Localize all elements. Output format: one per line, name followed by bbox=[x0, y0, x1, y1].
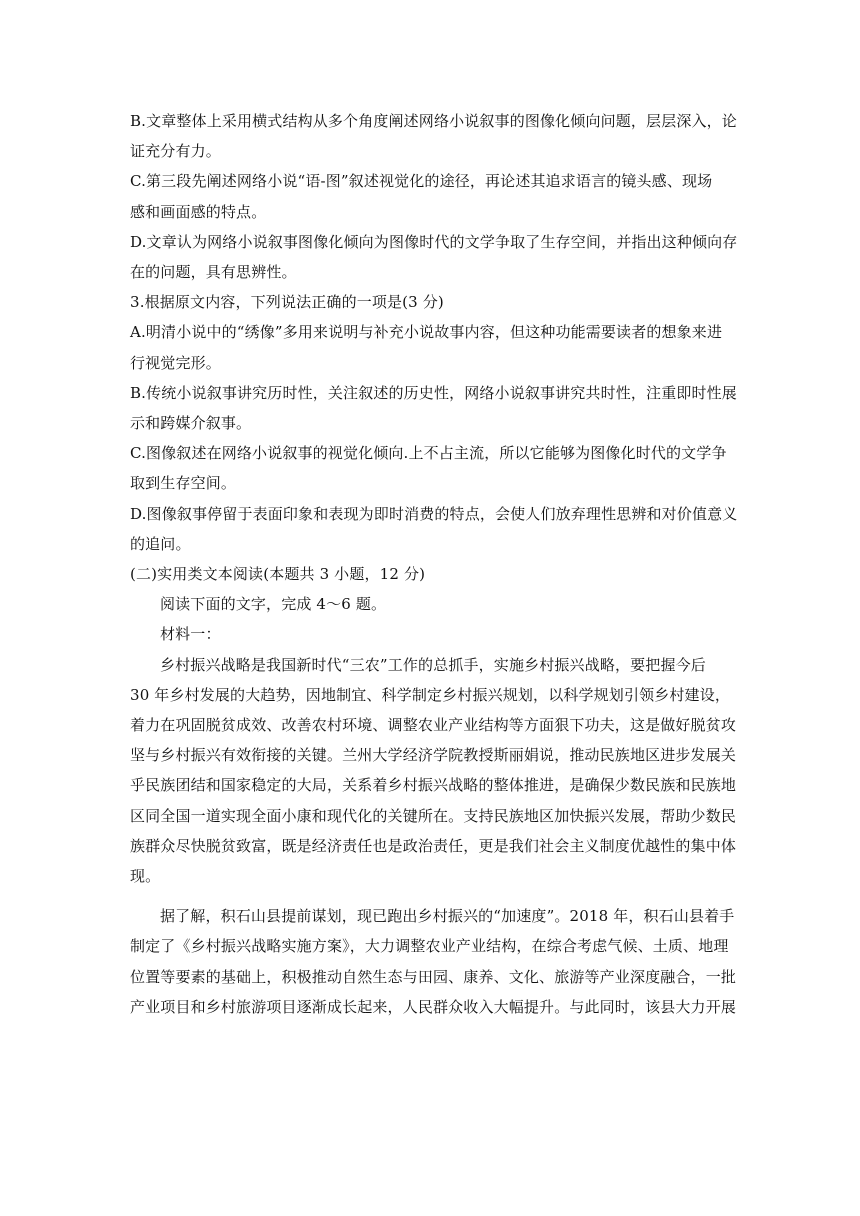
text-line: 在的问题，具有思辨性。 bbox=[130, 263, 297, 282]
text-line: B.传统小说叙事讲究历时性，关注叙述的历史性，网络小说叙事讲究共时性，注重即时性展 bbox=[130, 383, 737, 402]
q3-option-a bbox=[130, 317, 730, 377]
text-line: 的追问。 bbox=[130, 534, 191, 553]
text-line: 着力在巩固脱贫成效、改善农村环境、调整农业产业结构等方面狠下功夫，这是做好脱贫攻 bbox=[130, 716, 737, 735]
text-line: 感和画面感的特点。 bbox=[130, 202, 267, 221]
q3-option-b bbox=[130, 378, 737, 438]
text-line: 制定了《乡村振兴战略实施方案》，大力调整农业产业结构，在综合考虑气候、土质、地理 bbox=[130, 937, 729, 956]
text-line: 30 年乡村发展的大趋势，因地制宜、科学制定乡村振兴规划，以科学规划引领乡村建设， bbox=[130, 685, 731, 704]
material-label: 材料一： bbox=[160, 625, 221, 644]
material-paragraph-1 bbox=[130, 650, 737, 892]
text-line: 取到生存空间。 bbox=[130, 474, 237, 493]
question-3-stem: 3.根据原文内容，下列说法正确的一项是(3 分) bbox=[130, 293, 444, 312]
text-line: C.第三段先阐述网络小说“语-图”叙述视觉化的途径，再论述其追求语言的镜头感、现场 bbox=[130, 172, 713, 191]
text-line: 行视觉完形。 bbox=[130, 353, 221, 372]
section-heading: (二)实用类文本阅读(本题共 3 小题，12 分) bbox=[130, 565, 426, 584]
text-line: 据了解，积石山县提前谋划，现已跑出乡村振兴的“加速度”。2018 年，积石山县着手 bbox=[160, 907, 735, 926]
material-paragraph-2 bbox=[130, 901, 737, 1022]
text-line: 族群众尽快脱贫致富，既是经济责任也是政治责任，更是我们社会主义制度优越性的集中体 bbox=[130, 836, 737, 855]
text-line: C.图像叙述在网络小说叙事的视觉化倾向.上不占主流，所以它能够为图像化时代的文学争 bbox=[130, 444, 727, 463]
text-line: D.图像叙事停留于表面印象和表现为即时消费的特点，会使人们放弃理性思辨和对价值意义 bbox=[130, 504, 738, 523]
q2-option-d bbox=[130, 227, 738, 287]
text-line: 区同全国一道实现全面小康和现代化的关键所在。支持民族地区加快振兴发展，帮助少数民 bbox=[130, 806, 737, 825]
document-page bbox=[130, 106, 738, 1022]
q2-option-b bbox=[130, 106, 737, 166]
text-line: 乡村振兴战略是我国新时代“三农”工作的总抓手，实施乡村振兴战略，要把握今后 bbox=[160, 655, 706, 674]
q3-option-c bbox=[130, 438, 730, 498]
text-line: 位置等要素的基础上，积极推动自然生态与田园、康养、文化、旅游等产业深度融合，一批 bbox=[130, 967, 737, 986]
text-line: 证充分有力。 bbox=[130, 142, 221, 161]
q2-option-c bbox=[130, 166, 730, 226]
text-line: 坚与乡村振兴有效衔接的关键。兰州大学经济学院教授斯丽娟说，推动民族地区进步发展关 bbox=[130, 746, 737, 765]
text-line: 产业项目和乡村旅游项目逐渐成长起来，人民群众收入大幅提升。与此同时，该县大力开展 bbox=[130, 997, 737, 1016]
text-line: 示和跨媒介叙事。 bbox=[130, 414, 252, 433]
text-line: A.明清小说中的“绣像”多用来说明与补充小说故事内容，但这种功能需要读者的想象来进 bbox=[130, 323, 723, 342]
text-line: B.文章整体上采用横式结构从多个角度阐述网络小说叙事的图像化倾向问题，层层深入，论 bbox=[130, 112, 737, 130]
text-line: 乎民族团结和国家稳定的大局，关系着乡村振兴战略的整体推进，是确保少数民族和民族地 bbox=[130, 776, 737, 795]
text-line: D.文章认为网络小说叙事图像化倾向为图像时代的文学争取了生存空间，并指出这种倾向存 bbox=[130, 232, 738, 251]
paragraph-gap bbox=[130, 891, 730, 901]
reading-instruction: 阅读下面的文字，完成 4～6 题。 bbox=[160, 595, 387, 614]
text-line: 现。 bbox=[130, 867, 161, 886]
q3-option-d bbox=[130, 499, 738, 559]
